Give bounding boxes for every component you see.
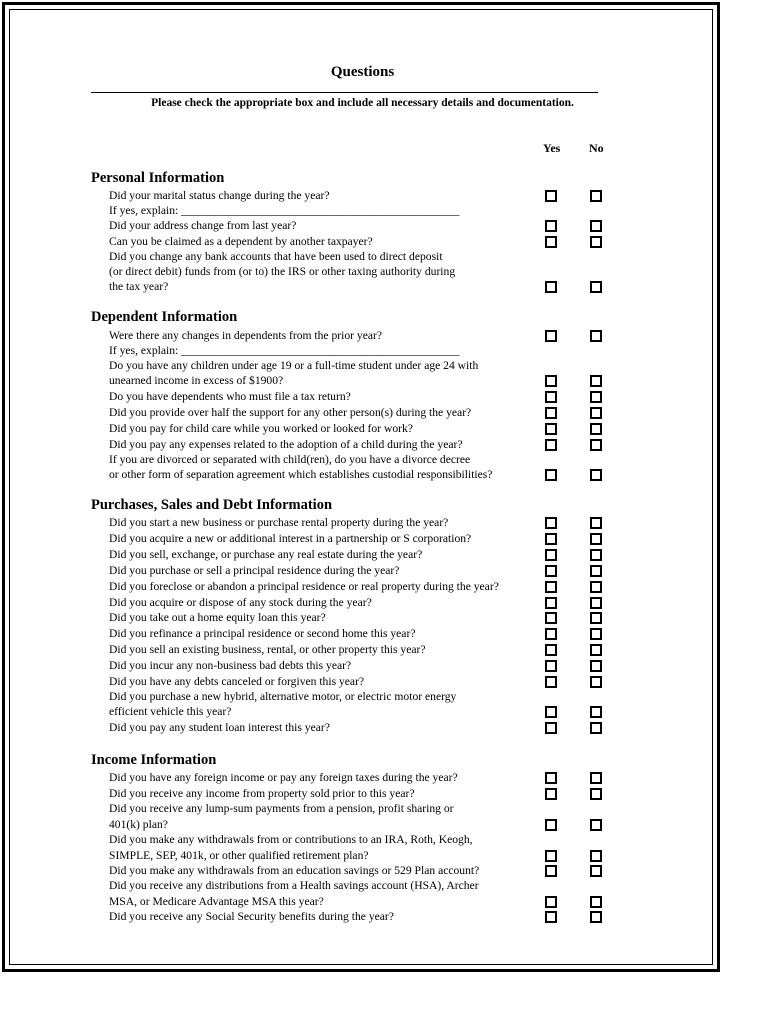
question-text: Did you sell, exchange, or purchase any real estate during the year? [109,548,423,561]
yes-checkbox[interactable] [545,533,557,545]
no-checkbox[interactable] [590,565,602,577]
question-text: Did you have any foreign income or pay any foreign taxes during the year? [109,771,458,784]
instructions: Please check the appropriate box and include all necessary details and documentation. [151,97,574,109]
yes-checkbox[interactable] [545,597,557,609]
question-text-continued: Did you change any bank accounts that have been used to direct deposit [109,250,443,263]
question-text-continued: Did you receive any distributions from a Health savings account (HSA), Archer [109,879,479,892]
question-text: the tax year? [109,280,169,293]
question-text-continued: If you are divorced or separated with child(ren), do you have a divorce decree [109,453,471,466]
question-text-continued: (or direct debit) funds from (or to) the IRS or other taxing authority during [109,265,456,278]
yes-checkbox[interactable] [545,706,557,718]
yes-checkbox[interactable] [545,391,557,403]
section-heading-purchases-sales-and-debt-information: Purchases, Sales and Debt Information [91,497,333,513]
no-checkbox[interactable] [590,896,602,908]
question-text-continued: Did you receive any lump-sum payments from a pension, profit sharing or [109,802,454,815]
yes-checkbox[interactable] [545,407,557,419]
section-heading-income-information: Income Information [91,752,217,768]
question-text: Can you be claimed as a dependent by another taxpayer? [109,235,373,248]
yes-checkbox[interactable] [545,423,557,435]
no-checkbox[interactable] [590,281,602,293]
no-checkbox[interactable] [590,423,602,435]
no-checkbox[interactable] [590,330,602,342]
yes-checkbox[interactable] [545,236,557,248]
no-checkbox[interactable] [590,612,602,624]
page-title: Questions [330,64,395,80]
yes-checkbox[interactable] [545,330,557,342]
question-text-continued: Did you make any withdrawals from or contributions to an IRA, Roth, Keogh, [109,833,473,846]
no-column-header: No [589,141,604,155]
no-checkbox[interactable] [590,533,602,545]
question-text: Did you purchase or sell a principal residence during the year? [109,564,400,577]
no-checkbox[interactable] [590,190,602,202]
question-text: Did you acquire or dispose of any stock during the year? [109,596,372,609]
no-checkbox[interactable] [590,676,602,688]
yes-checkbox[interactable] [545,375,557,387]
question-text: 401(k) plan? [109,818,168,831]
yes-checkbox[interactable] [545,819,557,831]
yes-checkbox[interactable] [545,772,557,784]
yes-checkbox[interactable] [545,722,557,734]
no-checkbox[interactable] [590,391,602,403]
question-text: Did you have any debts canceled or forgiven this year? [109,675,365,688]
question-text: Did you make any withdrawals from an education savings or 529 Plan account? [109,864,480,877]
yes-checkbox[interactable] [545,220,557,232]
no-checkbox[interactable] [590,549,602,561]
no-checkbox[interactable] [590,407,602,419]
yes-column-header: Yes [543,141,561,155]
question-text-continued: If yes, explain: ________________________________________________ [109,344,460,357]
no-checkbox[interactable] [590,706,602,718]
no-checkbox[interactable] [590,850,602,862]
yes-checkbox[interactable] [545,549,557,561]
no-checkbox[interactable] [590,644,602,656]
question-text: Did you foreclose or abandon a principal residence or real property during the year? [109,580,499,593]
no-checkbox[interactable] [590,375,602,387]
question-text: Did you sell an existing business, rental, or other property this year? [109,643,426,656]
question-text: efficient vehicle this year? [109,705,232,718]
yes-checkbox[interactable] [545,676,557,688]
yes-checkbox[interactable] [545,850,557,862]
question-text-continued: If yes, explain: ________________________________________________ [109,204,460,217]
question-text: Did you incur any non-business bad debts this year? [109,659,352,672]
section-heading-personal-information: Personal Information [91,170,225,186]
yes-checkbox[interactable] [545,517,557,529]
question-text: Did you receive any income from property sold prior to this year? [109,787,415,800]
question-text: unearned income in excess of $1900? [109,374,284,387]
no-checkbox[interactable] [590,819,602,831]
no-checkbox[interactable] [590,220,602,232]
yes-checkbox[interactable] [545,439,557,451]
question-text: Did you start a new business or purchase rental property during the year? [109,516,449,529]
question-text: Did you refinance a principal residence or second home this year? [109,627,416,640]
question-text: Did you pay for child care while you worked or looked for work? [109,422,413,435]
question-text: or other form of separation agreement which establishes custodial responsibilities? [109,468,493,481]
yes-checkbox[interactable] [545,281,557,293]
no-checkbox[interactable] [590,469,602,481]
question-text: Did you take out a home equity loan this year? [109,611,326,624]
yes-checkbox[interactable] [545,788,557,800]
no-checkbox[interactable] [590,597,602,609]
yes-checkbox[interactable] [545,644,557,656]
question-text: MSA, or Medicare Advantage MSA this year? [109,895,324,908]
question-text: Do you have dependents who must file a tax return? [109,390,351,403]
no-checkbox[interactable] [590,788,602,800]
question-text: Did you receive any Social Security benefits during the year? [109,910,394,923]
question-text-continued: Did you purchase a new hybrid, alternative motor, or electric motor energy [109,690,457,703]
question-text: Did you pay any student loan interest this year? [109,721,330,734]
question-text: Did you pay any expenses related to the adoption of a child during the year? [109,438,463,451]
question-text: Were there any changes in dependents from the prior year? [109,329,383,342]
question-text: Did your marital status change during the year? [109,189,330,202]
no-checkbox[interactable] [590,660,602,672]
yes-checkbox[interactable] [545,865,557,877]
question-text-continued: Do you have any children under age 19 or a full-time student under age 24 with [109,359,479,372]
no-checkbox[interactable] [590,517,602,529]
no-checkbox[interactable] [590,628,602,640]
title-rule [91,92,598,93]
section-heading-dependent-information: Dependent Information [91,309,238,325]
yes-checkbox[interactable] [545,896,557,908]
yes-checkbox[interactable] [545,911,557,923]
yes-checkbox[interactable] [545,612,557,624]
yes-checkbox[interactable] [545,660,557,672]
no-checkbox[interactable] [590,722,602,734]
yes-checkbox[interactable] [545,190,557,202]
no-checkbox[interactable] [590,236,602,248]
no-checkbox[interactable] [590,865,602,877]
yes-checkbox[interactable] [545,565,557,577]
no-checkbox[interactable] [590,772,602,784]
question-text: Did you acquire a new or additional interest in a partnership or S corporation? [109,532,472,545]
yes-checkbox[interactable] [545,469,557,481]
no-checkbox[interactable] [590,911,602,923]
no-checkbox[interactable] [590,439,602,451]
yes-checkbox[interactable] [545,628,557,640]
question-text: SIMPLE, SEP, 401k, or other qualified retirement plan? [109,849,369,862]
no-checkbox[interactable] [590,581,602,593]
question-text: Did your address change from last year? [109,219,297,232]
yes-checkbox[interactable] [545,581,557,593]
question-text: Did you provide over half the support for any other person(s) during the year? [109,406,472,419]
